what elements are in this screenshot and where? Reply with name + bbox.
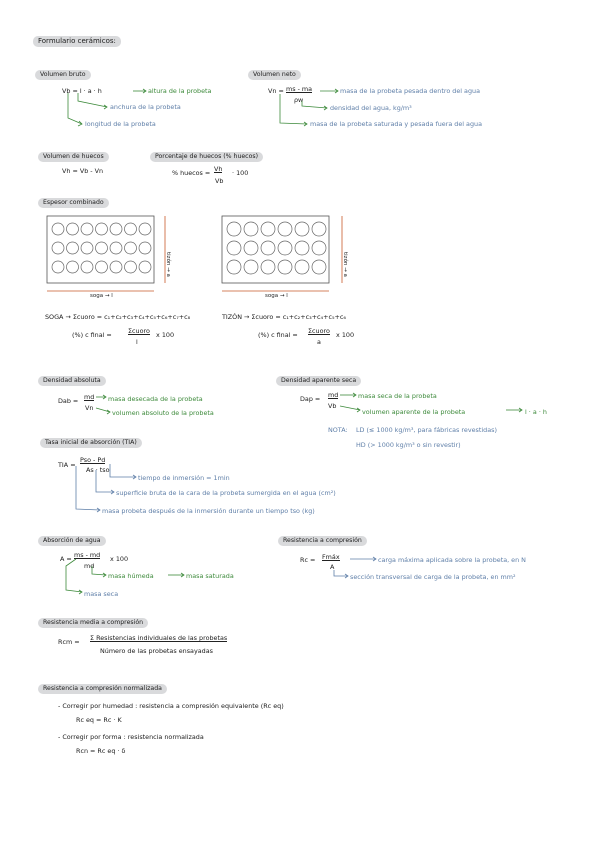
note-seccion: sección transversal de carga de la probeta, en mm² (350, 573, 516, 581)
rc-denominator: A (330, 563, 335, 571)
note-longitud: longitud de la probeta (85, 120, 156, 128)
tizon-pct-num: Σcuoro (308, 327, 330, 335)
heading-absorcion: Absorción de agua (38, 536, 106, 546)
ph-numerator: Vh (214, 165, 223, 173)
heading-porcentaje-huecos: Porcentaje de huecos (% huecos) (150, 152, 263, 162)
soga-pct-lhs: (%) c final = (72, 331, 112, 339)
page-title: Formulario cerámicos: (33, 36, 121, 47)
note-volumen-absoluto: volumen absoluto de la probeta (112, 409, 214, 417)
tia-denominator: As · tso (86, 466, 110, 474)
abs-lhs: A = (60, 555, 72, 563)
dap-numerator: md (328, 391, 339, 399)
tizon-pct-den: a (317, 338, 321, 346)
formula-volumen-huecos: Vh = Vb - Vn (62, 167, 104, 175)
dap-lhs: Dap = (300, 395, 321, 403)
diagram1-bottom-label: soga → l (90, 293, 113, 299)
nota-label: NOTA: (328, 426, 348, 434)
heading-espesor: Espesor combinado (38, 198, 109, 208)
vn-lhs: Vn = (268, 87, 284, 95)
dab-denominator: Vn (85, 404, 94, 412)
rcm-denominator: Número de las probetas ensayadas (100, 647, 213, 655)
diagram2-bottom-label: soga → l (265, 293, 288, 299)
heading-densidad-absoluta: Densidad absoluta (38, 376, 106, 386)
note-tiempo: tiempo de inmersión = 1min (138, 474, 230, 482)
heading-volumen-neto: Volumen neto (248, 70, 301, 80)
heading-densidad-aparente: Densidad aparente seca (276, 376, 361, 386)
note-carga-maxima: carga máxima aplicada sobre la probeta, en N (378, 556, 526, 564)
note-superficie: superficie bruta de la cara de la probeta sumergida en el agua (cm²) (116, 489, 336, 497)
formula-volumen-bruto: Vb = l · a · h (62, 87, 102, 95)
ph-denominator: Vb (215, 177, 224, 185)
ph-rhs: · 100 (232, 169, 249, 177)
soga-pct-rhs: x 100 (156, 331, 175, 339)
tia-lhs: TIA = (58, 461, 76, 469)
heading-resistencia-media: Resistencia media a compresión (38, 618, 148, 628)
diagram2-side-label: tizón → a (342, 252, 348, 277)
note-masa-fuera: masa de la probeta saturada y pesada fuera del agua (310, 120, 482, 128)
norm-formula2: Rcn = Rc eq · δ (76, 747, 126, 755)
abs-numerator: ms - md (74, 551, 101, 559)
ph-lhs: % huecos = (172, 169, 211, 177)
norm-item1: - Corregir por humedad : resistencia a compresión equivalente (Rc eq) (58, 702, 284, 710)
soga-pct-num: Σcuoro (128, 327, 150, 335)
note-lah: l · a · h (525, 408, 547, 416)
rcm-numerator: Σ Resistencias individuales de las probetas (90, 634, 228, 642)
note-masa-seca-abs: masa seca (84, 590, 119, 598)
vn-denominator: ρw (294, 96, 304, 104)
tizon-pct-rhs: x 100 (336, 331, 355, 339)
rc-lhs: Rc = (300, 556, 316, 564)
note-masa-seca: masa seca de la probeta (358, 392, 437, 400)
note-masa-desecada: masa desecada de la probeta (108, 395, 203, 403)
dap-denominator: Vb (328, 402, 337, 410)
diagram1-side-label: tizón → a (165, 252, 171, 277)
note-anchura: anchura de la probeta (110, 103, 181, 111)
abs-denominator: md (84, 562, 95, 570)
note-altura: altura de la probeta (148, 87, 212, 95)
rcm-lhs: Rcm = (58, 638, 80, 646)
heading-volumen-bruto: Volumen bruto (35, 70, 91, 80)
heading-tia: Tasa inicial de absorción (TIA) (40, 438, 142, 448)
tia-numerator: Pso - Pd (80, 456, 106, 464)
soga-pct-den: l (136, 338, 138, 346)
tizon-line: TIZÓN → Σcuoro = c₁+c₂+c₃+c₄+c₅+c₆ (222, 313, 346, 321)
rc-numerator: Fmáx (322, 553, 340, 561)
note-masa-inmersion: masa probeta después de la inmersión durante un tiempo tso (kg) (102, 507, 315, 515)
note-masa-saturada: masa saturada (186, 572, 234, 580)
abs-rhs: x 100 (110, 555, 129, 563)
heading-volumen-huecos: Volumen de huecos (38, 152, 109, 162)
nota-hd: HD (> 1000 kg/m³ o sin revestir) (356, 441, 461, 449)
nota-ld: LD (≤ 1000 kg/m³, para fábricas revestidas) (356, 426, 497, 434)
heading-resistencia: Resistencia a compresión (278, 536, 367, 546)
vn-numerator: ms - ma (286, 85, 313, 93)
norm-item2: - Corregir por forma : resistencia normalizada (58, 733, 204, 741)
note-masa-dentro: masa de la probeta pesada dentro del agua (340, 87, 481, 95)
note-volumen-aparente: volumen aparente de la probeta (362, 408, 466, 416)
dab-numerator: md (84, 393, 95, 401)
heading-normalizada: Resistencia a compresión normalizada (38, 684, 167, 694)
soga-line: SOGA → Σcuoro = c₁+c₂+c₃+c₄+c₅+c₆+c₇+c₈ (45, 313, 191, 321)
dab-lhs: Dab = (58, 397, 79, 405)
note-densidad-agua: densidad del agua, kg/m³ (330, 104, 412, 112)
tizon-pct-lhs: (%) c final = (258, 331, 298, 339)
norm-formula1: Rc eq = Rc · K (76, 716, 122, 724)
note-masa-humeda: masa húmeda (108, 572, 154, 580)
